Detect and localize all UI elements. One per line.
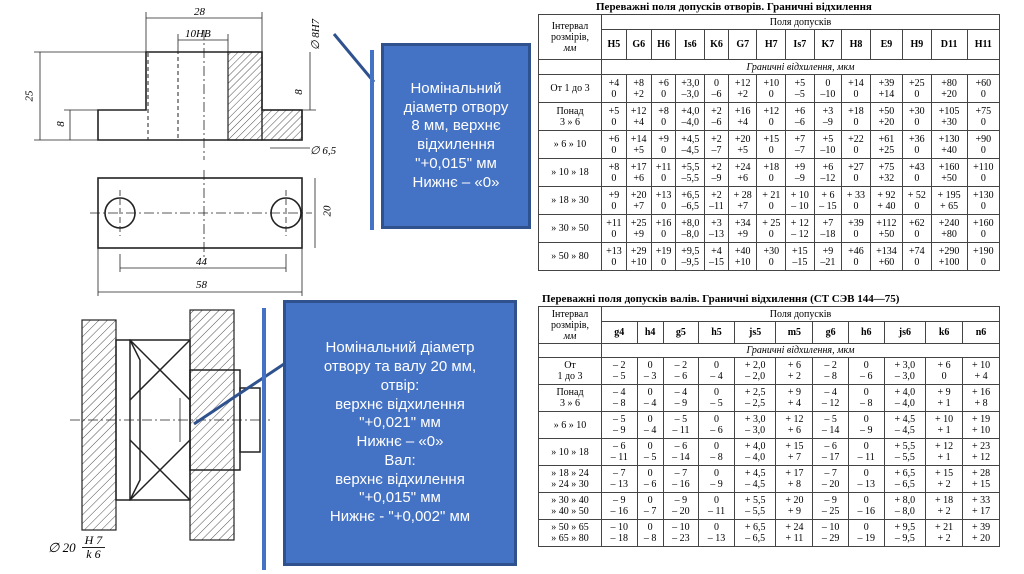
- table2-cell: 0 – 6: [848, 358, 884, 385]
- table1-cell: +11 0: [651, 159, 676, 187]
- table1-cell: +7 –18: [814, 215, 842, 243]
- table2-cell: + 28 + 15: [963, 466, 1000, 493]
- table2-cell: + 4,5 – 4,5: [884, 412, 926, 439]
- table1-cell: +30 0: [903, 103, 932, 131]
- table1-cell: +9 –21: [814, 243, 842, 271]
- table1-column-header: H9: [903, 30, 932, 60]
- table1-column-header: H6: [651, 30, 676, 60]
- callout-bottom-line: верхнє відхилення: [335, 470, 465, 488]
- table2-cell: – 7 – 20: [813, 466, 849, 493]
- table2-cell: + 33 + 17: [963, 493, 1000, 520]
- table2-units-row: Граничні відхилення, мкм: [602, 344, 1000, 358]
- table1-cell: +14 0: [842, 75, 871, 103]
- table1-cell: +2 –11: [705, 187, 729, 215]
- table-row: [539, 159, 1000, 187]
- callout-bottom-line: отвору та валу 20 мм,: [323, 358, 477, 375]
- table2-cell: + 2,5 – 2,5: [734, 385, 776, 412]
- table2-cell: – 9 – 16: [602, 493, 638, 520]
- dim-6-5: ∅ 6,5: [310, 145, 337, 157]
- callout-top-line: діаметр отвору: [403, 98, 509, 116]
- table1-cell: +40 +10: [728, 243, 757, 271]
- table1-cell: +29 +10: [626, 243, 651, 271]
- table2-column-header: g6: [813, 322, 849, 344]
- table2-cell: – 10 – 23: [663, 520, 699, 547]
- table1-cell: +18 0: [757, 159, 786, 187]
- table1-cell: +3 –9: [814, 103, 842, 131]
- table2-cell: + 39 + 20: [963, 520, 1000, 547]
- table1-cell: +15 0: [757, 131, 786, 159]
- table2-column-header: js5: [734, 322, 776, 344]
- table1-cell: +80 +20: [931, 75, 967, 103]
- callout-bottom-line: "+0,015" мм: [359, 489, 441, 507]
- table1-cell: +12 +4: [626, 103, 651, 131]
- table2-cell: – 5 – 11: [663, 412, 699, 439]
- table1-cell: +190 0: [967, 243, 999, 271]
- table2-cell: + 15 + 7: [776, 439, 813, 466]
- table2-cell: + 20 + 9: [776, 493, 813, 520]
- table1-cell: +9 0: [651, 131, 676, 159]
- table1-cell: +4 0: [602, 75, 627, 103]
- table2-cell: + 12 + 1: [926, 439, 963, 466]
- table1-cell: + 28 +7: [728, 187, 757, 215]
- table1-cell: +3 –13: [705, 215, 729, 243]
- table1-cell: +74 0: [903, 243, 932, 271]
- table1-column-header: H11: [967, 30, 999, 60]
- table1-cell: +130 0: [967, 187, 999, 215]
- table1-row-label: От 1 до 3: [539, 75, 602, 103]
- table1-cell: +105 +30: [931, 103, 967, 131]
- callout-bottom-line: отвір:: [380, 376, 420, 394]
- table1-interval-header: Інтервал розмірів, мм: [539, 15, 602, 60]
- table2-cell: 0 – 16: [848, 493, 884, 520]
- table-row: [539, 385, 1000, 412]
- table2-fields-header: Поля допусків: [602, 307, 1000, 322]
- table1-cell: +5 0: [602, 103, 627, 131]
- table2-cell: + 15 + 2: [926, 466, 963, 493]
- table1-cell: +160 +50: [931, 159, 967, 187]
- table1-cell: +8 +2: [626, 75, 651, 103]
- table1-row-label: » 10 » 18: [539, 159, 602, 187]
- table2-cell: 0 – 8: [699, 439, 735, 466]
- table1-cell: +2 –6: [705, 103, 729, 131]
- table1-cell: +9 0: [602, 187, 627, 215]
- fit-prefix: ∅ 20: [48, 539, 76, 555]
- table2-cell: + 4,5 – 4,5: [734, 466, 776, 493]
- dim-28: 28: [194, 6, 205, 18]
- callout-top-line: відхилення: [417, 136, 495, 153]
- table1-cell: +4,5 –4,5: [676, 131, 705, 159]
- table2-row-label: » 6 » 10: [539, 412, 602, 439]
- table2-cell: 0 – 6: [699, 412, 735, 439]
- table2-cell: – 2 – 5: [602, 358, 638, 385]
- table1-cell: +16 +4: [728, 103, 757, 131]
- table2-cell: + 2,0 – 2,0: [734, 358, 776, 385]
- table1-cell: +3,0 –3,0: [676, 75, 705, 103]
- table2-row-label: » 30 » 40 » 40 » 50: [539, 493, 602, 520]
- table1-cell: +13 0: [602, 243, 627, 271]
- table2-cell: + 3,0 – 3,0: [884, 358, 926, 385]
- table1-cell: +12 +2: [728, 75, 757, 103]
- table1-cell: +10 0: [757, 75, 786, 103]
- table1-cell: +25 +9: [626, 215, 651, 243]
- table2-column-header: g4: [602, 322, 638, 344]
- table1-column-header: G6: [626, 30, 651, 60]
- table1-cell: + 25 0: [757, 215, 786, 243]
- table1-cell: +17 +6: [626, 159, 651, 187]
- table2-cell: 0 – 4: [637, 385, 663, 412]
- table1-cell: +62 0: [903, 215, 932, 243]
- table1-cell: +36 0: [903, 131, 932, 159]
- table1-cell: +6 –6: [786, 103, 815, 131]
- table1-cell: 0 –6: [705, 75, 729, 103]
- table1-row-label: Понад 3 » 6: [539, 103, 602, 131]
- table1-cell: +240 +80: [931, 215, 967, 243]
- table2-cell: – 2 – 6: [663, 358, 699, 385]
- hole-tolerance-table: [538, 14, 1000, 271]
- table1-column-header: Is7: [786, 30, 815, 60]
- table2-cell: + 8,0 – 8,0: [884, 493, 926, 520]
- table2-cell: – 9 – 25: [813, 493, 849, 520]
- table2-cell: + 4,0 – 4,0: [734, 439, 776, 466]
- table1-cell: + 195 + 65: [931, 187, 967, 215]
- table2-cell: 0 – 6: [637, 466, 663, 493]
- table2-cell: 0 – 5: [699, 385, 735, 412]
- table1-cell: +18 0: [842, 103, 871, 131]
- table2-cell: 0 – 9: [699, 466, 735, 493]
- table1-cell: + 92 + 40: [870, 187, 902, 215]
- table1-cell: +6 –12: [814, 159, 842, 187]
- table1-cell: +4,0 –4,0: [676, 103, 705, 131]
- table2-cell: + 17 + 8: [776, 466, 813, 493]
- callout-bottom-line: "+0,021" мм: [359, 414, 441, 432]
- table1-column-header: G7: [728, 30, 757, 60]
- table2-row-label: От 1 до 3: [539, 358, 602, 385]
- fit-denominator: k 6: [86, 547, 101, 561]
- table2-cell: 0 – 9: [848, 412, 884, 439]
- table2-cell: 0 – 3: [637, 358, 663, 385]
- table1-column-header: E9: [870, 30, 902, 60]
- dim-8h7: ∅ 8Н7: [310, 18, 323, 51]
- table1-cell: +61 +25: [870, 131, 902, 159]
- table1-cell: +12 0: [757, 103, 786, 131]
- table1-cell: + 52 0: [903, 187, 932, 215]
- table1-units-row: Граничні відхилення, мкм: [602, 60, 1000, 75]
- table2-cell: 0 – 19: [848, 520, 884, 547]
- table2-column-header: n6: [963, 322, 1000, 344]
- table2-cell: 0 – 13: [848, 466, 884, 493]
- table1-cell: + 33 0: [842, 187, 871, 215]
- table2-column-header: js6: [884, 322, 926, 344]
- callout-top-line: "+0,015" мм: [415, 154, 497, 172]
- table2-cell: 0 – 8: [637, 520, 663, 547]
- table2-cell: + 5,5 – 5,5: [734, 493, 776, 520]
- shaft-tolerance-table: [538, 306, 1000, 547]
- table1-cell: +75 0: [967, 103, 999, 131]
- table1-column-header: D11: [931, 30, 967, 60]
- table1-cell: +39 0: [842, 215, 871, 243]
- table2-cell: – 7 – 13: [602, 466, 638, 493]
- table2-column-header: h6: [848, 322, 884, 344]
- table1-cell: +2 –9: [705, 159, 729, 187]
- table1-cell: +8 0: [651, 103, 676, 131]
- table2-cell: – 6 – 17: [813, 439, 849, 466]
- table1-cell: + 12 – 12: [786, 215, 815, 243]
- table1-cell: +50 +20: [870, 103, 902, 131]
- fit-label: [48, 534, 105, 561]
- table1-cell: +15 –15: [786, 243, 815, 271]
- table2-interval-header: Інтервал розмірів, мм: [539, 307, 602, 344]
- table2-cell: + 24 + 11: [776, 520, 813, 547]
- table2-cell: 0 – 7: [637, 493, 663, 520]
- callout-top-bar: [370, 50, 374, 230]
- table1-cell: +13 0: [651, 187, 676, 215]
- table1-cell: +110 0: [967, 159, 999, 187]
- table1-cell: +8 0: [602, 159, 627, 187]
- table2-column-header: g5: [663, 322, 699, 344]
- table2-cell: + 10 + 4: [963, 358, 1000, 385]
- callout-top: [381, 43, 531, 229]
- table1-cell: +2 –7: [705, 131, 729, 159]
- table2-row-label: Понад 3 » 6: [539, 385, 602, 412]
- table2-cell: – 7 – 16: [663, 466, 699, 493]
- table2-cell: – 2 – 8: [813, 358, 849, 385]
- table2-title: Переважні поля допусків валів. Граничні відхилення (СТ СЭВ 144—75): [542, 293, 900, 305]
- table1-cell: + 21 0: [757, 187, 786, 215]
- callout-bottom-line: Номінальний діаметр: [325, 339, 475, 357]
- dim-20: 20: [321, 205, 334, 217]
- callout-top-line: Номінальний: [410, 79, 502, 97]
- table1-row-label: » 30 » 50: [539, 215, 602, 243]
- table-row: [539, 131, 1000, 159]
- table2-row-label: » 18 » 24 » 24 » 30: [539, 466, 602, 493]
- table1-cell: +6 0: [651, 75, 676, 103]
- table1-column-header: H8: [842, 30, 871, 60]
- bottom-drawing: [0, 300, 280, 574]
- table1-cell: +6,5 –6,5: [676, 187, 705, 215]
- table1-cell: +22 0: [842, 131, 871, 159]
- table1-cell: +27 0: [842, 159, 871, 187]
- table2-cell: + 4,0 – 4,0: [884, 385, 926, 412]
- table2-cell: + 6,5 – 6,5: [884, 466, 926, 493]
- table2-cell: + 9 + 4: [776, 385, 813, 412]
- dim-8-left: 8: [54, 121, 67, 127]
- table2-column-header: m5: [776, 322, 813, 344]
- table1-cell: +6 0: [602, 131, 627, 159]
- table1-cell: +5,5 –5,5: [676, 159, 705, 187]
- table2-cell: 0 – 11: [699, 493, 735, 520]
- table1-row-label: » 18 » 30: [539, 187, 602, 215]
- table1-cell: +5 –5: [786, 75, 815, 103]
- table1-cell: +46 0: [842, 243, 871, 271]
- table1-cell: +34 +9: [728, 215, 757, 243]
- table2-cell: + 10 + 1: [926, 412, 963, 439]
- table-row: [539, 358, 1000, 385]
- table2-column-header: h5: [699, 322, 735, 344]
- table2-column-header: k6: [926, 322, 963, 344]
- leader-bottom: [190, 360, 290, 430]
- table1-cell: +90 0: [967, 131, 999, 159]
- table2-cell: – 4 – 9: [663, 385, 699, 412]
- table1-cell: +60 0: [967, 75, 999, 103]
- table1-cell: +25 0: [903, 75, 932, 103]
- table2-cell: 0 – 8: [848, 385, 884, 412]
- table2-cell: – 5 – 9: [602, 412, 638, 439]
- callout-bottom-bar: [262, 308, 266, 570]
- table1-cell: +130 +40: [931, 131, 967, 159]
- table2-cell: + 12 + 6: [776, 412, 813, 439]
- table2-cell: – 10 – 29: [813, 520, 849, 547]
- table1-cell: +134 +60: [870, 243, 902, 271]
- table-row: [539, 412, 1000, 439]
- table2-cell: + 5,5 – 5,5: [884, 439, 926, 466]
- dim-25: 25: [23, 90, 36, 102]
- table1-cell: +9,5 –9,5: [676, 243, 705, 271]
- table2-cell: – 9 – 20: [663, 493, 699, 520]
- table2-cell: + 19 + 10: [963, 412, 1000, 439]
- table2-cell: – 6 – 14: [663, 439, 699, 466]
- table2-cell: 0 – 13: [699, 520, 735, 547]
- table1-cell: +7 –7: [786, 131, 815, 159]
- table-row: [539, 215, 1000, 243]
- table1-cell: +4 –15: [705, 243, 729, 271]
- table2-cell: + 9 + 1: [926, 385, 963, 412]
- table1-cell: +8,0 –8,0: [676, 215, 705, 243]
- callout-bottom-line: Вал:: [384, 451, 416, 469]
- table-row: [539, 75, 1000, 103]
- table1-cell: +20 +5: [728, 131, 757, 159]
- table1-cell: + 10 – 10: [786, 187, 815, 215]
- table1-cell: +30 0: [757, 243, 786, 271]
- fit-fraction: [82, 534, 106, 561]
- table-row: [539, 187, 1000, 215]
- table1-cell: 0 –10: [814, 75, 842, 103]
- table1-cell: +19 0: [651, 243, 676, 271]
- table1-cell: +39 +14: [870, 75, 902, 103]
- dim-8-right: 8: [292, 89, 305, 95]
- table2-cell: + 18 + 2: [926, 493, 963, 520]
- table2-cell: – 5 – 14: [813, 412, 849, 439]
- table2-cell: 0 – 4: [699, 358, 735, 385]
- table-row: [539, 520, 1000, 547]
- table1-row-label: » 6 » 10: [539, 131, 602, 159]
- table-row: [539, 493, 1000, 520]
- callout-bottom-line: Нижнє – «0»: [356, 433, 444, 450]
- callout-bottom: [283, 300, 517, 566]
- table1-cell: +16 0: [651, 215, 676, 243]
- table1-cell: + 6 – 15: [814, 187, 842, 215]
- callout-top-line: 8 мм, верхнє: [411, 117, 501, 135]
- table2-column-header: h4: [637, 322, 663, 344]
- table1-column-header: Is6: [676, 30, 705, 60]
- table1-row-label: » 50 » 80: [539, 243, 602, 271]
- table2-cell: + 6 0: [926, 358, 963, 385]
- table-row: [539, 439, 1000, 466]
- table1-cell: +14 +5: [626, 131, 651, 159]
- callout-bottom-line: Нижнє - "+0,002" мм: [329, 508, 471, 525]
- table1-cell: +112 +50: [870, 215, 902, 243]
- table2-cell: – 6 – 11: [602, 439, 638, 466]
- table1-cell: +43 0: [903, 159, 932, 187]
- table1-cell: +24 +6: [728, 159, 757, 187]
- table2-cell: 0 – 4: [637, 412, 663, 439]
- table2-cell: – 4 – 12: [813, 385, 849, 412]
- table2-cell: + 9,5 – 9,5: [884, 520, 926, 547]
- table2-row-label: » 10 » 18: [539, 439, 602, 466]
- callout-top-line: Нижнє – «0»: [412, 173, 500, 191]
- table1-cell: +290 +100: [931, 243, 967, 271]
- table2-cell: 0 – 5: [637, 439, 663, 466]
- table2-cell: 0 – 11: [848, 439, 884, 466]
- table2-cell: – 10 – 18: [602, 520, 638, 547]
- table1-cell: +5 –10: [814, 131, 842, 159]
- table2-cell: + 3,0 – 3,0: [734, 412, 776, 439]
- table1-cell: +9 –9: [786, 159, 815, 187]
- table1-column-header: K7: [814, 30, 842, 60]
- dim-10nv: 10НВ: [185, 28, 211, 40]
- table-row: [539, 466, 1000, 493]
- table1-cell: +75 +32: [870, 159, 902, 187]
- table2-cell: + 6,5 – 6,5: [734, 520, 776, 547]
- table2-cell: + 21 + 2: [926, 520, 963, 547]
- table-row: [539, 103, 1000, 131]
- table2-cell: + 6 + 2: [776, 358, 813, 385]
- table1-column-header: H7: [757, 30, 786, 60]
- table2-cell: + 23 + 12: [963, 439, 1000, 466]
- table1-cell: +160 0: [967, 215, 999, 243]
- dim-58: 58: [196, 279, 207, 291]
- table2-cell: + 16 + 8: [963, 385, 1000, 412]
- dim-44: 44: [196, 256, 207, 268]
- table2-cell: – 4 – 8: [602, 385, 638, 412]
- table1-cell: +20 +7: [626, 187, 651, 215]
- table1-cell: +11 0: [602, 215, 627, 243]
- fit-numerator: Н 7: [82, 534, 106, 548]
- table1-column-header: K6: [705, 30, 729, 60]
- table1-title: Переважні поля допусків отворів. Граничні відхилення: [596, 1, 872, 13]
- table1-fields-header: Поля допусків: [602, 15, 1000, 30]
- table2-row-label: » 50 » 65 » 65 » 80: [539, 520, 602, 547]
- table1-column-header: H5: [602, 30, 627, 60]
- callout-bottom-line: верхнє відхилення: [335, 395, 465, 413]
- table-row: [539, 243, 1000, 271]
- top-drawing: [0, 0, 340, 300]
